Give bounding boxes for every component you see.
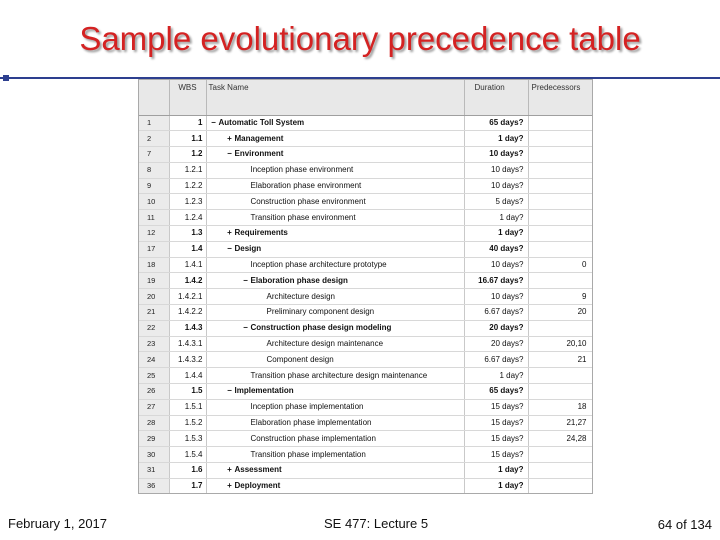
table-row xyxy=(139,478,593,494)
duration-cell: 15 days? xyxy=(464,415,528,431)
row-id-cell: 36 xyxy=(139,478,169,494)
row-id-cell: 20 xyxy=(139,289,169,305)
footer-page-number: 64 of 134 xyxy=(657,517,712,532)
table-row xyxy=(139,162,593,178)
task-name-label: Construction phase design modeling xyxy=(250,323,392,333)
duration-cell: 20 days? xyxy=(464,320,528,336)
task-name-label: Construction phase implementation xyxy=(250,433,376,443)
duration-cell: 6.67 days? xyxy=(464,305,528,321)
table-row xyxy=(139,352,593,368)
duration-cell: 1 day? xyxy=(464,463,528,479)
task-name-cell xyxy=(206,226,464,242)
task-name-label: Transition phase environment xyxy=(250,212,356,222)
task-name-cell xyxy=(206,257,464,273)
header-wbs: WBS xyxy=(169,80,206,115)
footer-date: February 1, 2017 xyxy=(8,516,108,531)
wbs-cell: 1.5.1 xyxy=(169,399,206,415)
predecessors-cell xyxy=(528,194,593,210)
task-name-label: Environment xyxy=(234,149,284,159)
predecessors-cell: 21,27 xyxy=(528,415,593,431)
task-name-label: Assessment xyxy=(234,465,282,475)
predecessors-cell xyxy=(528,384,593,400)
task-name-cell xyxy=(206,368,464,384)
precedence-table-image xyxy=(138,79,593,494)
header-predecessors: Predecessors xyxy=(528,80,593,115)
table-row xyxy=(139,226,593,242)
precedence-table xyxy=(139,80,593,494)
wbs-cell: 1.4.2.1 xyxy=(169,289,206,305)
predecessors-cell: 18 xyxy=(528,399,593,415)
predecessors-cell xyxy=(528,162,593,178)
wbs-cell: 1.4.3.2 xyxy=(169,352,206,368)
table-row xyxy=(139,399,593,415)
task-name-cell xyxy=(206,431,464,447)
table-row xyxy=(139,147,593,163)
table-body xyxy=(139,115,593,494)
task-name-label: Elaboration phase design xyxy=(250,275,348,285)
header-task-name: Task Name xyxy=(206,80,464,115)
predecessors-cell xyxy=(528,147,593,163)
row-id-cell: 28 xyxy=(139,415,169,431)
wbs-cell: 1.5.4 xyxy=(169,447,206,463)
wbs-cell: 1.4.3.1 xyxy=(169,336,206,352)
duration-cell: 1 day? xyxy=(464,368,528,384)
wbs-cell: 1 xyxy=(169,115,206,131)
table-row xyxy=(139,431,593,447)
predecessors-cell xyxy=(528,447,593,463)
table-row xyxy=(139,241,593,257)
row-id-cell: 29 xyxy=(139,431,169,447)
wbs-cell: 1.2.4 xyxy=(169,210,206,226)
predecessors-cell xyxy=(528,210,593,226)
table-row xyxy=(139,320,593,336)
row-id-cell: 23 xyxy=(139,336,169,352)
predecessors-cell xyxy=(528,368,593,384)
task-name-label: Preliminary component design xyxy=(266,307,375,317)
row-id-cell: 19 xyxy=(139,273,169,289)
duration-cell: 10 days? xyxy=(464,162,528,178)
table-row xyxy=(139,368,593,384)
expand-icon[interactable]: + xyxy=(227,481,232,491)
predecessors-cell: 20 xyxy=(528,305,593,321)
footer-course: SE 477: Lecture 5 xyxy=(324,516,429,531)
wbs-cell: 1.4.3 xyxy=(169,320,206,336)
wbs-cell: 1.2.3 xyxy=(169,194,206,210)
row-id-cell: 12 xyxy=(139,226,169,242)
row-id-cell: 2 xyxy=(139,131,169,147)
table-row xyxy=(139,194,593,210)
header-duration: Duration xyxy=(464,80,528,115)
wbs-cell: 1.6 xyxy=(169,463,206,479)
predecessors-cell xyxy=(528,273,593,289)
task-name-cell xyxy=(206,447,464,463)
task-name-label: Automatic Toll System xyxy=(218,117,305,127)
wbs-cell: 1.1 xyxy=(169,131,206,147)
row-id-cell: 11 xyxy=(139,210,169,226)
table-row xyxy=(139,305,593,321)
row-id-cell: 27 xyxy=(139,399,169,415)
task-name-label: Component design xyxy=(266,354,334,364)
table-header-row xyxy=(139,80,593,115)
table-row xyxy=(139,447,593,463)
predecessors-cell xyxy=(528,178,593,194)
duration-cell: 1 day? xyxy=(464,226,528,242)
duration-cell: 1 day? xyxy=(464,478,528,494)
task-name-cell xyxy=(206,415,464,431)
task-name-cell xyxy=(206,162,464,178)
task-name-cell xyxy=(206,178,464,194)
duration-cell: 1 day? xyxy=(464,210,528,226)
table-row xyxy=(139,415,593,431)
predecessors-cell xyxy=(528,241,593,257)
task-name-cell xyxy=(206,336,464,352)
duration-cell: 65 days? xyxy=(464,384,528,400)
task-name-label: Architecture design maintenance xyxy=(266,339,384,349)
wbs-cell: 1.3 xyxy=(169,226,206,242)
collapse-icon[interactable]: − xyxy=(227,386,232,396)
collapse-icon[interactable]: − xyxy=(243,275,248,285)
predecessors-cell xyxy=(528,226,593,242)
duration-cell: 6.67 days? xyxy=(464,352,528,368)
collapse-icon[interactable]: − xyxy=(243,323,248,333)
predecessors-cell xyxy=(528,115,593,131)
header-id xyxy=(139,80,169,115)
wbs-cell: 1.4 xyxy=(169,241,206,257)
task-name-label: Inception phase environment xyxy=(250,165,354,175)
row-id-cell: 17 xyxy=(139,241,169,257)
duration-cell: 5 days? xyxy=(464,194,528,210)
duration-cell: 15 days? xyxy=(464,447,528,463)
table-row xyxy=(139,115,593,131)
task-name-cell xyxy=(206,320,464,336)
row-id-cell: 24 xyxy=(139,352,169,368)
task-name-cell xyxy=(206,289,464,305)
task-name-label: Requirements xyxy=(234,228,288,238)
task-name-label: Inception phase implementation xyxy=(250,402,364,412)
wbs-cell: 1.5 xyxy=(169,384,206,400)
task-name-cell xyxy=(206,463,464,479)
wbs-cell: 1.7 xyxy=(169,478,206,494)
duration-cell: 15 days? xyxy=(464,399,528,415)
task-name-cell xyxy=(206,210,464,226)
duration-cell: 65 days? xyxy=(464,115,528,131)
table-row xyxy=(139,384,593,400)
table-row xyxy=(139,336,593,352)
task-name-cell xyxy=(206,273,464,289)
predecessors-cell: 24,28 xyxy=(528,431,593,447)
wbs-cell: 1.2 xyxy=(169,147,206,163)
wbs-cell: 1.2.2 xyxy=(169,178,206,194)
task-name-label: Inception phase architecture prototype xyxy=(250,260,387,270)
predecessors-cell xyxy=(528,478,593,494)
row-id-cell: 22 xyxy=(139,320,169,336)
task-name-label: Deployment xyxy=(234,481,281,491)
predecessors-cell: 21 xyxy=(528,352,593,368)
predecessors-cell xyxy=(528,320,593,336)
table-row xyxy=(139,273,593,289)
table-row xyxy=(139,463,593,479)
expand-icon[interactable]: + xyxy=(227,133,232,143)
predecessors-cell xyxy=(528,131,593,147)
predecessors-cell xyxy=(528,463,593,479)
task-name-label: Architecture design xyxy=(266,291,335,301)
duration-cell: 10 days? xyxy=(464,147,528,163)
collapse-icon[interactable]: − xyxy=(227,149,232,159)
wbs-cell: 1.2.1 xyxy=(169,162,206,178)
title-rule-marker xyxy=(3,75,9,81)
task-name-cell xyxy=(206,194,464,210)
task-name-cell xyxy=(206,131,464,147)
row-id-cell: 31 xyxy=(139,463,169,479)
task-name-cell xyxy=(206,241,464,257)
table-row xyxy=(139,210,593,226)
collapse-icon[interactable]: − xyxy=(211,117,216,127)
wbs-cell: 1.4.1 xyxy=(169,257,206,273)
task-name-cell xyxy=(206,147,464,163)
row-id-cell: 30 xyxy=(139,447,169,463)
row-id-cell: 10 xyxy=(139,194,169,210)
duration-cell: 16.67 days? xyxy=(464,273,528,289)
wbs-cell: 1.4.4 xyxy=(169,368,206,384)
duration-cell: 10 days? xyxy=(464,178,528,194)
expand-icon[interactable]: + xyxy=(227,228,232,238)
row-id-cell: 9 xyxy=(139,178,169,194)
wbs-cell: 1.4.2.2 xyxy=(169,305,206,321)
task-name-cell xyxy=(206,305,464,321)
task-name-label: Elaboration phase implementation xyxy=(250,418,372,428)
row-id-cell: 7 xyxy=(139,147,169,163)
task-name-cell xyxy=(206,399,464,415)
task-name-label: Elaboration phase environment xyxy=(250,181,362,191)
task-name-cell xyxy=(206,384,464,400)
task-name-cell xyxy=(206,478,464,494)
task-name-label: Management xyxy=(234,133,284,143)
row-id-cell: 1 xyxy=(139,115,169,131)
table-row xyxy=(139,257,593,273)
task-name-cell xyxy=(206,352,464,368)
table-row xyxy=(139,131,593,147)
duration-cell: 1 day? xyxy=(464,131,528,147)
task-name-label: Implementation xyxy=(234,386,294,396)
table-row xyxy=(139,289,593,305)
task-name-label: Transition phase architecture design maintenance xyxy=(250,370,428,380)
slide-title: Sample evolutionary precedence table xyxy=(79,20,641,57)
expand-icon[interactable]: + xyxy=(227,465,232,475)
wbs-cell: 1.5.2 xyxy=(169,415,206,431)
task-name-label: Design xyxy=(234,244,262,254)
duration-cell: 20 days? xyxy=(464,336,528,352)
task-name-label: Construction phase environment xyxy=(250,196,366,206)
row-id-cell: 21 xyxy=(139,305,169,321)
predecessors-cell: 9 xyxy=(528,289,593,305)
table-row xyxy=(139,178,593,194)
task-name-cell xyxy=(206,115,464,131)
predecessors-cell: 0 xyxy=(528,257,593,273)
collapse-icon[interactable]: − xyxy=(227,244,232,254)
wbs-cell: 1.5.3 xyxy=(169,431,206,447)
task-name-label: Transition phase implementation xyxy=(250,449,366,459)
row-id-cell: 8 xyxy=(139,162,169,178)
duration-cell: 10 days? xyxy=(464,289,528,305)
row-id-cell: 26 xyxy=(139,384,169,400)
row-id-cell: 25 xyxy=(139,368,169,384)
duration-cell: 10 days? xyxy=(464,257,528,273)
wbs-cell: 1.4.2 xyxy=(169,273,206,289)
duration-cell: 15 days? xyxy=(464,431,528,447)
row-id-cell: 18 xyxy=(139,257,169,273)
duration-cell: 40 days? xyxy=(464,241,528,257)
predecessors-cell: 20,10 xyxy=(528,336,593,352)
